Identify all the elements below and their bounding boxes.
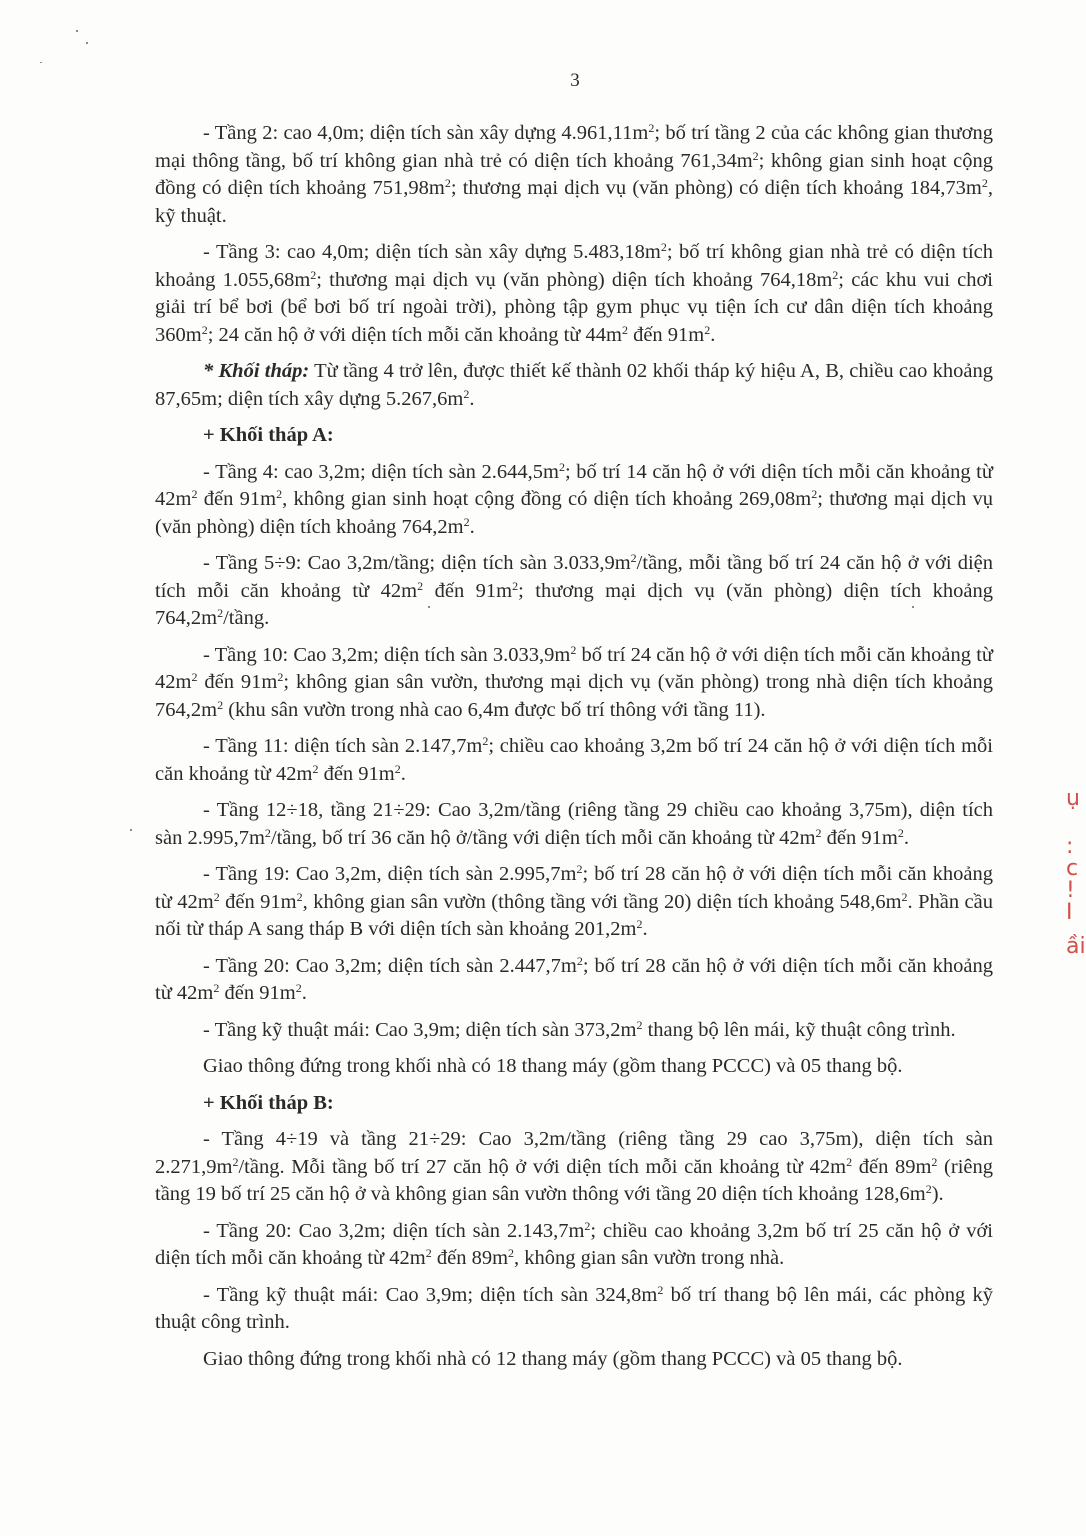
body-paragraph: - Tầng 2: cao 4,0m; diện tích sàn xây dựng $4.961,11m^2$; bố trí tầng 2 của các không gian thương mại thông tầng, bố trí không gian nhà trẻ có diện tích khoảng $761,34m^2$; không gian sinh hoạt cộng đồng có diện tích khoảng $751,98m^2$; thương mại dịch vụ (văn phòng) có diện tích khoảng $184,73m^2$, kỹ thuật. [155, 121, 994, 227]
section-heading: + Khối tháp A: [203, 424, 334, 446]
body-paragraph: - Tầng 10: Cao 3,2m; diện tích sàn $3.033,9m^2$ bố trí 24 căn hộ ở với diện tích mỗi căn khoảng từ $42m^2$ đến $91m^2$; không gian sân vườn, thương mại dịch vụ (văn phòng) trong nhà diện tích khoảng $764,2m^2$ (khu sân vườn trong nhà cao 6,4m được bố trí thông với tầng 11). [155, 642, 993, 721]
lead-label: * Khối tháp: [203, 360, 310, 382]
body-paragraph: - Tầng 4: cao 3,2m; diện tích sàn $2.644,5m^2$; bố trí 14 căn hộ ở với diện tích mỗi căn khoảng từ $42m^2$ đến $91m^2$, không gian sinh hoạt cộng đồng có diện tích khoảng $269,08m^2$; thương mại dịch vụ (văn phòng) diện tích khoảng $764,2m^2$. [155, 459, 993, 538]
margin-stamp-fragment: ầi [1066, 934, 1086, 959]
body-paragraph: Giao thông đứng trong khối nhà có 18 thang máy (gồm thang PCCC) và 05 thang bộ. [203, 1055, 903, 1077]
margin-stamp-fragment: ụ [1066, 786, 1080, 811]
body-paragraph: - Tầng 11: diện tích sàn $2.147,7m^2$; chiều cao khoảng 3,2m bố trí 24 căn hộ ở với diện tích mỗi căn khoảng từ $42m^2$ đến $91m^2$. [155, 734, 993, 785]
lead-paragraph: * Khối tháp: Từ tầng 4 trở lên, được thiết kế thành 02 khối tháp ký hiệu A, B, chiều cao khoảng 87,65m; diện tích xây dựng $5.267,6m^2$. [155, 360, 993, 410]
page-number: 3 [570, 70, 580, 91]
body-paragraph: - Tầng kỹ thuật mái: Cao 3,9m; diện tích sàn $373,2m^2$ thang bộ lên mái, kỹ thuật công trình. [203, 1017, 956, 1041]
margin-stamp-fragment: : c [1066, 834, 1079, 881]
body-paragraph: - Tầng 4÷19 và tầng 21÷29: Cao 3,2m/tầng (riêng tầng 29 cao 3,75m), diện tích sàn $2.271,9m^2$/tầng. Mỗi tầng bố trí 27 căn hộ ở với diện tích mỗi căn khoảng từ $42m^2$ đến $89m^2$ (riêng tầng 19 bố trí 25 căn hộ ở và không gian sân vườn thông với tầng 20 diện tích khoảng $128,6m^2$). [155, 1128, 993, 1205]
body-paragraph: - Tầng 20: Cao 3,2m; diện tích sàn $2.143,7m^2$; chiều cao khoảng 3,2m bố trí 25 căn hộ ở với diện tích mỗi căn khoảng từ $42m^2$ đến $89m^2$, không gian sân vườn trong nhà. [155, 1218, 994, 1269]
body-paragraph: - Tầng kỹ thuật mái: Cao 3,9m; diện tích sàn $324,8m^2$ bố trí thang bộ lên mái, các phòng kỹ thuật công trình. [155, 1282, 993, 1333]
body-paragraph: - Tầng 19: Cao 3,2m, diện tích sàn $2.995,7m^2$; bố trí 28 căn hộ ở với diện tích mỗi căn khoảng từ $42m^2$ đến $91m^2$, không gian sân vườn (thông tầng với tầng 20) diện tích khoảng $548,6m^2$. Phần cầu nối từ tháp A sang tháp B với diện tích sàn khoảng $201,2m^2$. [155, 862, 993, 940]
margin-stamp-fragment: ! I [1066, 878, 1075, 925]
body-paragraph: - Tầng 3: cao 4,0m; diện tích sàn xây dựng $5.483,18m^2$; bố trí không gian nhà trẻ có diện tích khoảng $1.055,68m^2$; thương mại dịch vụ (văn phòng) diện tích khoảng $764,18m^2$; các khu vui chơi giải trí bể bơi (bể bơi bố trí ngoài trời), phòng tập gym phục vụ tiện ích cư dân diện tích khoảng $360m^2$; 24 căn hộ ở với diện tích mỗi căn khoảng từ $44m^2$ đến $91m^2$. [155, 240, 993, 346]
body-paragraph: - Tầng 20: Cao 3,2m; diện tích sàn $2.447,7m^2$; bố trí 28 căn hộ ở với diện tích mỗi căn khoảng từ $42m^2$ đến $91m^2$. [155, 953, 993, 1004]
document-body [155, 120, 993, 1382]
body-paragraph: Giao thông đứng trong khối nhà có 12 thang máy (gồm thang PCCC) và 05 thang bộ. [203, 1347, 903, 1370]
body-paragraph: - Tầng 12÷18, tầng 21÷29: Cao 3,2m/tầng (riêng tầng 29 chiều cao khoảng 3,75m), diện tích sàn $2.995,7m^2$/tầng, bố trí 36 căn hộ ở/tầng với diện tích mỗi căn khoảng từ $42m^2$ đến $91m^2$. [155, 799, 993, 849]
section-heading: + Khối tháp B: [203, 1091, 334, 1114]
body-paragraph: - Tầng 5÷9: Cao 3,2m/tầng; diện tích sàn $3.033,9m^2$/tầng, mỗi tầng bố trí 24 căn hộ ở với diện tích mỗi căn khoảng từ $42m^2$ đến $91m^2$; thương mại dịch vụ (văn phòng) diện tích khoảng $764,2m^2$/tầng. [155, 551, 994, 629]
